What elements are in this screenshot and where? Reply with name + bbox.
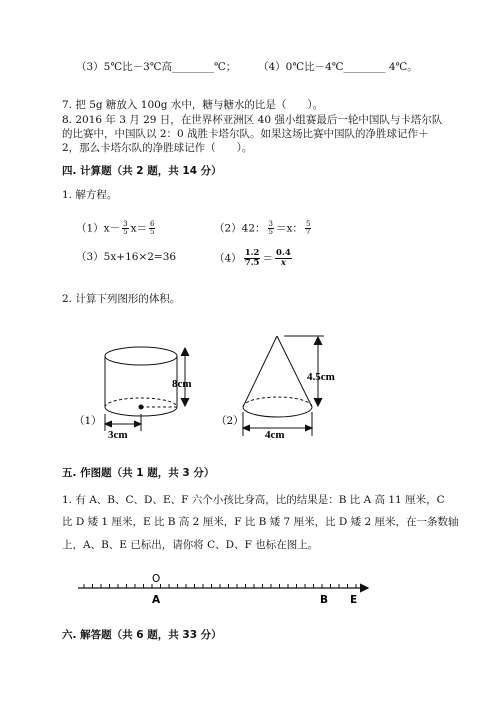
eq2-prefix: （2）42： — [214, 222, 266, 235]
number-line-point-b: B — [320, 594, 329, 606]
eq4-f1-den: 7.5 — [244, 258, 260, 268]
cone-diam-arrowhead-right — [305, 425, 312, 431]
eq2-f2-den: 7 — [305, 228, 311, 236]
eq2-mid: ＝x： — [276, 222, 303, 235]
eq4-f2-num: 0.4 — [275, 248, 291, 258]
cylinder-diam-arrowhead-right — [134, 421, 141, 427]
section-5-heading: 五. 作图题（共 1 题，共 3 分） — [62, 467, 215, 479]
cylinder-top-ellipse — [105, 347, 177, 365]
eq4-mid: ＝ — [262, 252, 273, 265]
cone-left-edge — [243, 336, 277, 407]
q-temp-part3: （3）5℃比－3℃高________℃； — [76, 61, 237, 73]
number-line — [78, 584, 368, 592]
eq1-prefix: （1）x－ — [76, 222, 121, 235]
section-4-q1-title: 1. 解方程。 — [62, 189, 118, 201]
question-8-line2: 的比赛中，中国队以 2：0 战胜卡塔尔队。如果这场比赛中国队的净胜球记作＋ — [62, 128, 429, 140]
cylinder-diam-arrowhead-left — [105, 421, 112, 427]
eq4-prefix: （4） — [214, 252, 242, 265]
equation-3: （3）5x+16×2=36 — [76, 251, 177, 263]
section-6-heading: 六. 解答题（共 6 题，共 33 分） — [62, 629, 222, 641]
cone-diameter-label: 4cm — [265, 429, 285, 441]
eq4-f1-num: 1.2 — [244, 248, 260, 258]
eq1-mid: x＝ — [130, 222, 147, 235]
eq2-f2-num: 5 — [305, 220, 311, 228]
figure-1-label: （1） — [74, 415, 102, 427]
cone-height-label: 4.5cm — [307, 371, 335, 383]
cylinder-center-dot — [139, 405, 143, 409]
eq1-f1-den: 5 — [123, 228, 128, 236]
section-5-q1-line1: 1. 有 A、B、C、D、E、F 六个小孩比身高，比的结果是：B 比 A 高 11 厘米，C — [62, 494, 445, 506]
eq1-f2-den: 5 — [150, 228, 155, 236]
cone-base-front — [243, 407, 312, 417]
cone-diam-arrowhead-left — [243, 425, 250, 431]
q-temp-part4: （4）0℃比－4℃________ 4℃。 — [258, 61, 418, 73]
section-5-q1-line2: 比 D 矮 1 厘米，E 比 B 高 2 厘米，F 比 B 矮 7 厘米，比 D 矮 2 厘米，在一条数轴 — [62, 516, 459, 528]
cone-base-back — [243, 397, 312, 407]
eq2-f1-num: 3 — [268, 220, 274, 228]
number-line-arrowhead — [360, 584, 368, 592]
cylinder-height-label: 8cm — [172, 378, 192, 390]
cylinder-diameter-label: 3cm — [108, 429, 128, 441]
cone-figure — [243, 336, 324, 436]
cylinder-height-arrowhead-top — [181, 348, 189, 356]
eq1-f1-num: 3 — [123, 220, 128, 228]
figure-2-label: （2） — [216, 415, 244, 427]
question-7: 7. 把 5g 糖放入 100g 水中，糖与糖水的比是（ ）。 — [62, 99, 324, 111]
number-line-point-a: A — [152, 594, 161, 606]
section-4-heading: 四. 计算题（共 2 题，共 14 分） — [62, 165, 222, 177]
number-line-point-e: E — [350, 594, 358, 606]
number-line-origin-label: O — [152, 573, 161, 585]
section-4-q2-title: 2. 计算下列图形的体积。 — [62, 293, 181, 305]
cylinder-height-arrowhead-bottom — [181, 398, 189, 406]
eq4-f2-den: x — [280, 258, 286, 268]
eq1-f2-num: 6 — [150, 220, 155, 228]
question-8-line3: 2，那么卡塔尔队的净胜球记作（ ）。 — [62, 142, 253, 154]
cone-height-arrowhead-top — [314, 337, 322, 345]
question-8-line1: 8. 2016 年 3 月 29 日，在世界杯亚洲区 40 强小组赛最后一轮中国队与卡塔尔队 — [62, 114, 443, 126]
cone-height-arrowhead-bottom — [314, 398, 322, 406]
eq2-f1-den: 5 — [268, 228, 274, 236]
section-5-q1-line3: 上，A、B、E 已标出，请你将 C、D、F 也标在图上。 — [62, 539, 319, 551]
